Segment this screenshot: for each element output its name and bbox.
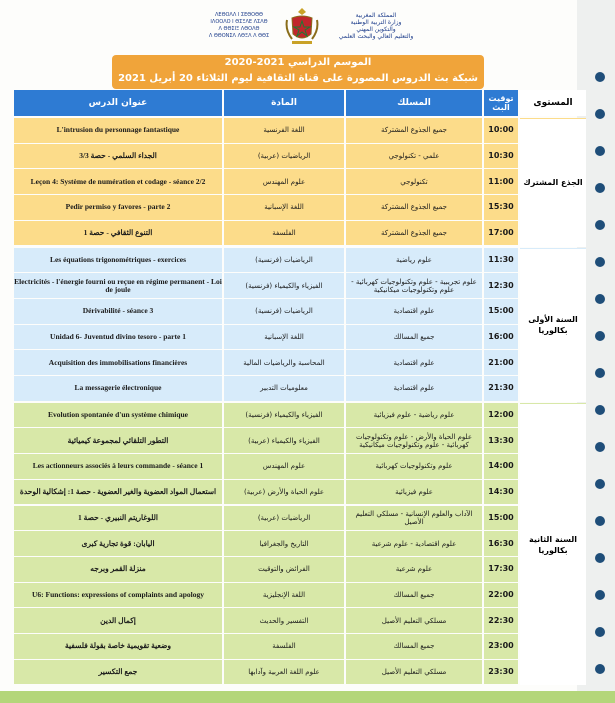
cell-track: تكنولوجي (346, 169, 482, 194)
cell-track: جميع الجذوع المشتركة (346, 221, 482, 246)
cell-lesson: Evolution spontanée d'un système chimique (14, 403, 222, 428)
cell-lesson: التطور التلقائي لمجموعة كيميائية (14, 428, 222, 453)
cell-subject: الفيزياء والكيمياء (فرنسية) (224, 273, 344, 298)
ministry-arabic-name (330, 12, 422, 40)
cell-lesson: La messagerie électronique (14, 376, 222, 401)
cell-time: 16:30 (484, 531, 518, 556)
cell-time: 14:00 (484, 454, 518, 479)
cell-subject: الفرائض والتوقيت (224, 557, 344, 582)
cell-subject: اللغة الإنجليزية (224, 583, 344, 608)
cell-track: علوم اقتصادية (346, 299, 482, 324)
cell-lesson: U6: Functions: expressions of complaints and apology (14, 583, 222, 608)
header-right-line: وزارة التربية الوطنية (350, 19, 402, 26)
cell-subject: الرياضيات (عربية) (224, 144, 344, 169)
cell-lesson: Les actionneurs associés à leurs commande - séance 1 (14, 454, 222, 479)
ring-dot (595, 294, 605, 304)
cell-time: 15:00 (484, 506, 518, 531)
cell-time: 23:30 (484, 660, 518, 685)
cell-subject: علوم المهندس (224, 169, 344, 194)
level-cell: السنة الأولى بكالوريا (520, 248, 586, 402)
ring-dot (595, 553, 605, 563)
cell-time: 22:30 (484, 608, 518, 633)
cell-subject: الفلسفة (224, 221, 344, 246)
cell-lesson: استعمال المواد العضوية والغير العضوية - حصة 1: إشكالية الوحدة (14, 480, 222, 505)
cell-track: علوم شرعية (346, 557, 482, 582)
cell-subject: التاريخ والجغرافيا (224, 531, 344, 556)
cell-track: علوم اقتصادية (346, 350, 482, 375)
cell-lesson: Dérivabilité - séance 3 (14, 299, 222, 324)
ring-dot (595, 664, 605, 674)
ring-dot (595, 72, 605, 82)
ministry-tifinagh-name (198, 12, 280, 40)
title-banner (112, 55, 484, 89)
cell-time: 14:30 (484, 480, 518, 505)
header-right-line: والتعليم العالي والبحث العلمي (338, 33, 414, 40)
cell-track: علوم وتكنولوجيات كهربائية (346, 454, 482, 479)
column-header-level: المستوى (520, 90, 586, 116)
cell-lesson: Acquisition des immobilisations financières (14, 350, 222, 375)
column-header-subject: المادة (224, 90, 344, 116)
cell-lesson: Unidad 6- Juventud divino tesoro - parte 1 (14, 325, 222, 350)
cell-track: جميع الجذوع المشتركة (346, 118, 482, 143)
cell-track: علمي - تكنولوجي (346, 144, 482, 169)
cell-subject: الفيزياء والكيمياء (فرنسية) (224, 403, 344, 428)
cell-track: علوم فيزيائية (346, 480, 482, 505)
cell-subject: اللغة الإسبانية (224, 195, 344, 220)
ring-dot (595, 405, 605, 415)
cell-subject: الفلسفة (224, 634, 344, 659)
cell-subject: اللغة الفرنسية (224, 118, 344, 143)
cell-subject: علوم المهندس (224, 454, 344, 479)
cell-time: 15:30 (484, 195, 518, 220)
cell-lesson: جمع التكسير (14, 660, 222, 685)
cell-track: جميع المسالك (346, 583, 482, 608)
cell-subject: الفيزياء والكيمياء (عربية) (224, 428, 344, 453)
cell-lesson: وضعية تقويمية خاصة بقولة فلسفية (14, 634, 222, 659)
cell-time: 21:00 (484, 350, 518, 375)
ring-dot (595, 368, 605, 378)
cell-time: 22:00 (484, 583, 518, 608)
cell-track: جميع المسالك (346, 634, 482, 659)
ring-dot (595, 257, 605, 267)
cell-subject: اللغة الإسبانية (224, 325, 344, 350)
cell-track: علوم اقتصادية (346, 376, 482, 401)
cell-track: علوم اقتصادية - علوم شرعية (346, 531, 482, 556)
ring-dot (595, 331, 605, 341)
cell-track: علوم رياضية - علوم فيزيائية (346, 403, 482, 428)
broadcast-schedule-title: شبكة بث الدروس المصورة على قناة الثقافية ليوم الثلاثاء 20 أبريل 2021 (118, 73, 478, 84)
header-right-line: المملكة المغربية (355, 12, 397, 19)
cell-time: 11:30 (484, 248, 518, 273)
cell-lesson: إكمال الدين (14, 608, 222, 633)
cell-time: 15:00 (484, 299, 518, 324)
cell-subject: الرياضيات (فرنسية) (224, 248, 344, 273)
ring-dot (595, 183, 605, 193)
column-header-track: المسلك (346, 90, 482, 116)
bottom-bar (0, 691, 615, 703)
cell-lesson: Les équations trigonométriques - exercices (14, 248, 222, 273)
cell-track: جميع الجذوع المشتركة (346, 195, 482, 220)
cell-track: جميع المسالك (346, 325, 482, 350)
ring-dot (595, 220, 605, 230)
header-left-line: Λ ΘΘΟΝΣΛ ΛΘΞΛ Λ ΘΘΣ (208, 33, 270, 39)
ring-dot (595, 146, 605, 156)
cell-subject: التفسير والحديث (224, 608, 344, 633)
cell-lesson: الجداء السلمي - حصة 3/3 (14, 144, 222, 169)
ring-dot (595, 516, 605, 526)
coat-of-arms-icon (284, 6, 320, 46)
cell-subject: معلوميات التدبير (224, 376, 344, 401)
ring-dot (595, 442, 605, 452)
cell-subject: الرياضيات (فرنسية) (224, 299, 344, 324)
cell-subject: علوم اللغة العربية وآدابها (224, 660, 344, 685)
cell-track: الآداب والعلوم الإنسانية - مسلكي التعليم الأصيل (346, 506, 482, 531)
cell-track: مسلكي التعليم الأصيل (346, 660, 482, 685)
header-right-line: والتكوين المهني (356, 26, 396, 33)
level-cell: الجذع المشترك (520, 118, 586, 247)
cell-lesson: Electricités - l'énergie fourni ou reçue en régime permanent - Loi de joule (14, 273, 222, 298)
cell-lesson: Leçon 4: Système de numération et codage - séance 2/2 (14, 169, 222, 194)
cell-subject: الرياضيات (عربية) (224, 506, 344, 531)
cell-track: مسلكي التعليم الأصيل (346, 608, 482, 633)
cell-time: 12:30 (484, 273, 518, 298)
cell-subject: علوم الحياة والأرض (عربية) (224, 480, 344, 505)
cell-time: 16:00 (484, 325, 518, 350)
cell-lesson: Pedir permiso y favores - parte 2 (14, 195, 222, 220)
cell-time: 17:30 (484, 557, 518, 582)
column-header-lesson: عنوان الدرس (14, 90, 222, 116)
ring-dot (595, 627, 605, 637)
header-left-line: Λ ΘΘΣΙΞ ΛΘΟΛΘ (218, 26, 260, 32)
ring-dot (595, 109, 605, 119)
header-left-line: ΙΛΟΟΛΟ Ι ΘΣΞΛΕ ΛΣΛΘ (210, 19, 268, 25)
cell-time: 10:00 (484, 118, 518, 143)
cell-lesson: اللوغاريتم النبيري - حصة 1 (14, 506, 222, 531)
school-year-title: الموسم الدراسي 2021-2020 (224, 57, 372, 68)
cell-lesson: اليابان: قوة تجارية كبرى (14, 531, 222, 556)
cell-time: 10:30 (484, 144, 518, 169)
cell-time: 12:00 (484, 403, 518, 428)
cell-time: 11:00 (484, 169, 518, 194)
cell-lesson: منزلة القمر وبرجه (14, 557, 222, 582)
cell-time: 23:00 (484, 634, 518, 659)
level-cell: السنة الثانية بكالوريا (520, 403, 586, 686)
cell-time: 21:30 (484, 376, 518, 401)
cell-time: 17:00 (484, 221, 518, 246)
cell-track: علوم تجريبية - علوم وتكنولوجيات كهربائية - علوم وتكنولوجيات ميكانيكية (346, 273, 482, 298)
cell-time: 13:30 (484, 428, 518, 453)
cell-subject: المحاسبة والرياضيات المالية (224, 350, 344, 375)
cell-track: علوم الحياة والأرض - علوم وتكنولوجيات كهربائية - علوم وتكنولوجيات ميكانيكية (346, 428, 482, 453)
ring-dot (595, 479, 605, 489)
cell-track: علوم رياضية (346, 248, 482, 273)
header-left-line: ΛΕΘΟΛΛ Ι ΣΕΘΟΘΘ (214, 12, 263, 18)
cell-lesson: التنوع الثقافي - حصة 1 (14, 221, 222, 246)
cell-lesson: L'intrusion du personnage fantastique (14, 118, 222, 143)
ring-dot (595, 590, 605, 600)
column-header-time: توقيت البث (484, 90, 518, 116)
